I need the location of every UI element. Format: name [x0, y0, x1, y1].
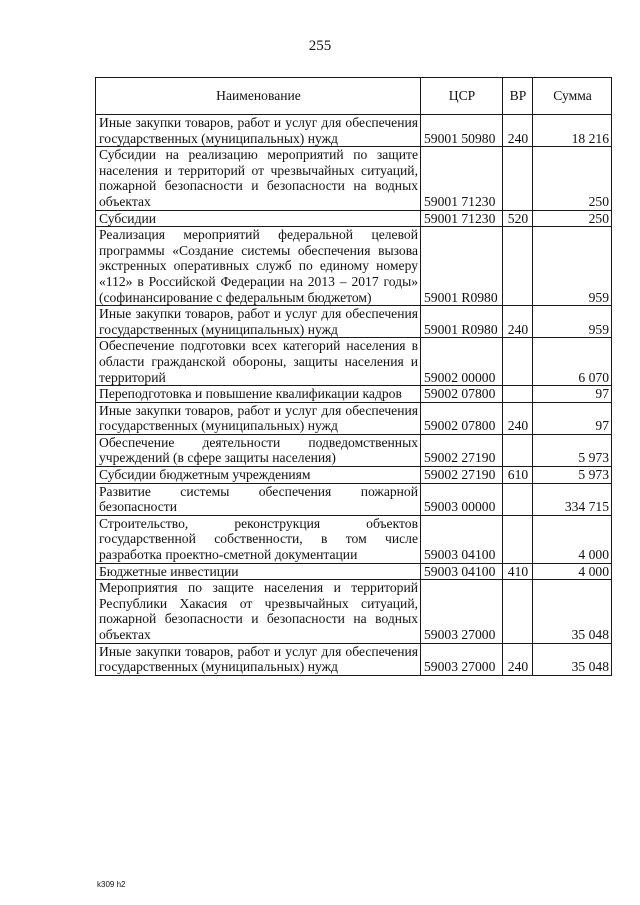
row-vr: 610	[503, 467, 533, 484]
header-sum: Сумма	[533, 78, 612, 115]
row-sum: 18 216	[533, 115, 612, 147]
row-name: Иные закупки товаров, работ и услуг для обеспечения государственных (муниципальных) нужд	[96, 115, 421, 147]
table-row	[96, 643, 612, 675]
table-row	[96, 580, 612, 643]
row-vr	[503, 580, 533, 643]
row-sum: 35 048	[533, 580, 612, 643]
row-vr	[503, 434, 533, 466]
row-sum: 959	[533, 227, 612, 306]
row-csr: 59003 04100	[421, 563, 503, 580]
row-sum: 35 048	[533, 643, 612, 675]
row-vr	[503, 147, 533, 210]
table-row	[96, 306, 612, 338]
table-row	[96, 210, 612, 227]
row-name: Бюджетные инвестиции	[96, 563, 421, 580]
row-vr	[503, 483, 533, 515]
row-sum: 5 973	[533, 434, 612, 466]
row-csr: 59003 00000	[421, 483, 503, 515]
table-row	[96, 227, 612, 306]
header-name: Наименование	[96, 78, 421, 115]
table-row	[96, 467, 612, 484]
row-sum: 4 000	[533, 515, 612, 563]
table-header	[96, 78, 612, 115]
page-number: 255	[308, 38, 332, 54]
row-vr	[503, 227, 533, 306]
row-sum: 4 000	[533, 563, 612, 580]
row-vr: 240	[503, 306, 533, 338]
row-csr: 59003 27000	[421, 580, 503, 643]
row-csr: 59001 71230	[421, 210, 503, 227]
row-csr: 59001 R0980	[421, 306, 503, 338]
budget-table	[95, 77, 612, 676]
row-vr: 410	[503, 563, 533, 580]
row-name: Обеспечение деятельности подведомственных учреждений (в сфере защиты населения)	[96, 434, 421, 466]
row-sum: 250	[533, 210, 612, 227]
row-vr: 240	[503, 115, 533, 147]
row-vr: 520	[503, 210, 533, 227]
row-vr	[503, 338, 533, 386]
row-name: Субсидии на реализацию мероприятий по защите населения и территорий от чрезвычайных ситуаций, пожарной безопасности и безопасности на водных объектах	[96, 147, 421, 210]
row-sum: 6 070	[533, 338, 612, 386]
table-row	[96, 483, 612, 515]
table-row	[96, 515, 612, 563]
row-sum: 334 715	[533, 483, 612, 515]
row-sum: 97	[533, 386, 612, 403]
row-sum: 959	[533, 306, 612, 338]
row-csr: 59001 R0980	[421, 227, 503, 306]
header-csr: ЦСР	[421, 78, 503, 115]
row-vr: 240	[503, 643, 533, 675]
row-vr	[503, 386, 533, 403]
table-row	[96, 434, 612, 466]
row-name: Обеспечение подготовки всех категорий населения в области гражданской обороны, защиты населения и территорий	[96, 338, 421, 386]
row-name: Развитие системы обеспечения пожарной безопасности	[96, 483, 421, 515]
row-name: Переподготовка и повышение квалификации кадров	[96, 386, 421, 403]
row-vr	[503, 515, 533, 563]
row-csr: 59002 27190	[421, 434, 503, 466]
row-name: Строительство, реконструкция объектов государственной собственности, в том числе разработка проектно-сметной документации	[96, 515, 421, 563]
row-name: Субсидии	[96, 210, 421, 227]
table-row	[96, 563, 612, 580]
row-csr: 59002 07800	[421, 402, 503, 434]
footer-code: k309 h2	[97, 880, 126, 889]
row-csr: 59003 27000	[421, 643, 503, 675]
row-csr: 59002 07800	[421, 386, 503, 403]
row-vr: 240	[503, 402, 533, 434]
table-row	[96, 386, 612, 403]
row-csr: 59001 71230	[421, 147, 503, 210]
row-name: Иные закупки товаров, работ и услуг для обеспечения государственных (муниципальных) нужд	[96, 306, 421, 338]
row-csr: 59002 00000	[421, 338, 503, 386]
table-row	[96, 147, 612, 210]
table-row	[96, 115, 612, 147]
row-csr: 59001 50980	[421, 115, 503, 147]
row-sum: 97	[533, 402, 612, 434]
table-body	[96, 115, 612, 676]
header-vr: ВР	[503, 78, 533, 115]
row-name: Реализация мероприятий федеральной целевой программы «Создание системы обеспечения вызова экстренных оперативных служб по единому номеру «112» в Российской Федерации на 2013 – 2017 годы» (софинансирование с федеральным бюджетом)	[96, 227, 421, 306]
row-name: Иные закупки товаров, работ и услуг для обеспечения государственных (муниципальных) нужд	[96, 402, 421, 434]
table-row	[96, 338, 612, 386]
row-name: Субсидии бюджетным учреждениям	[96, 467, 421, 484]
table-row	[96, 402, 612, 434]
row-sum: 5 973	[533, 467, 612, 484]
row-name: Мероприятия по защите населения и территорий Республики Хакасия от чрезвычайных ситуаций, пожарной безопасности и безопасности на водных объектах	[96, 580, 421, 643]
row-name: Иные закупки товаров, работ и услуг для обеспечения государственных (муниципальных) нужд	[96, 643, 421, 675]
row-csr: 59003 04100	[421, 515, 503, 563]
row-sum: 250	[533, 147, 612, 210]
header-row	[96, 78, 612, 115]
row-csr: 59002 27190	[421, 467, 503, 484]
